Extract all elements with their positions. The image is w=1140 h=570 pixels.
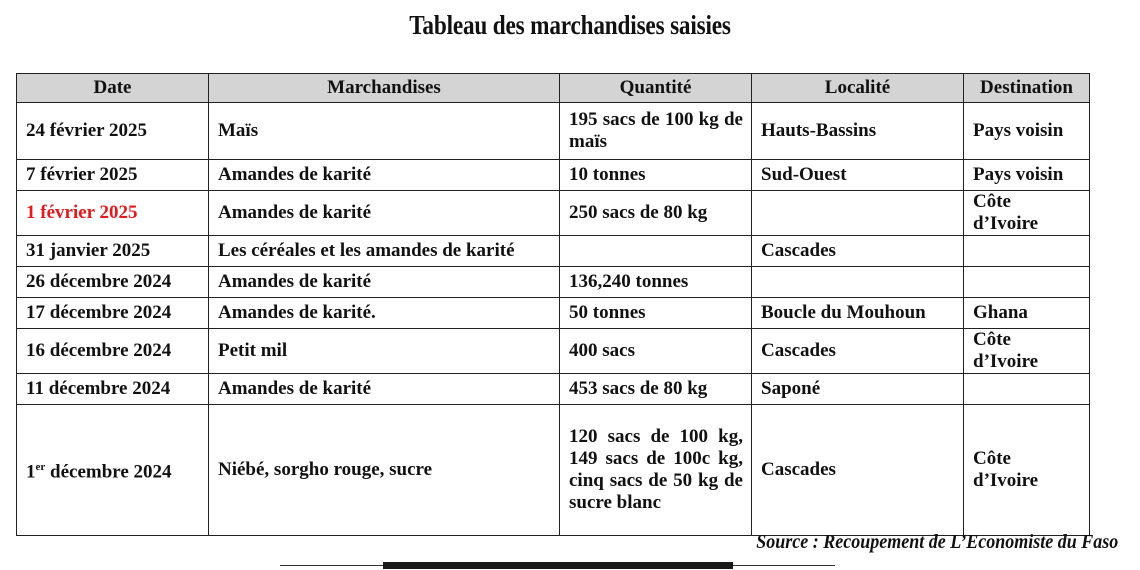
cell-locality (752, 267, 964, 298)
cell-quantity: 250 sacs de 80 kg (560, 191, 752, 236)
cell-merchandise: Amandes de karité (209, 374, 560, 405)
cell-quantity: 50 tonnes (560, 298, 752, 329)
table-row (17, 236, 1090, 267)
source-caption: Source : Recoupement de L’Economiste du Faso (756, 531, 1118, 553)
table-row (17, 298, 1090, 329)
cell-destination: Côte d’Ivoire (964, 405, 1090, 536)
page-title: Tableau des marchandises saisies (409, 10, 731, 40)
cell-locality: Cascades (752, 236, 964, 267)
cell-quantity: 136,240 tonnes (560, 267, 752, 298)
cell-quantity: 400 sacs (560, 329, 752, 374)
header-destination: Destination (964, 74, 1090, 103)
cell-date: 11 décembre 2024 (17, 374, 209, 405)
cell-date: 17 décembre 2024 (17, 298, 209, 329)
cell-quantity: 195 sacs de 100 kg de maïs (560, 103, 752, 160)
cell-destination: Pays voisin (964, 103, 1090, 160)
table-row (17, 329, 1090, 374)
cell-date: 24 février 2025 (17, 103, 209, 160)
date-rest: décembre 2024 (45, 461, 172, 483)
footer-rule-thick (383, 562, 733, 569)
cell-date: 31 janvier 2025 (17, 236, 209, 267)
cell-date (17, 405, 209, 536)
cell-destination: Ghana (964, 298, 1090, 329)
cell-merchandise: Amandes de karité. (209, 298, 560, 329)
cell-merchandise: Niébé, sorgho rouge, sucre (209, 405, 560, 536)
cell-quantity: 120 sacs de 100 kg, 149 sacs de 100c kg, cinq sacs de 50 kg de sucre blanc (560, 405, 752, 536)
header-date: Date (17, 74, 209, 103)
cell-destination (964, 236, 1090, 267)
header-merchandise: Marchandises (209, 74, 560, 103)
cell-locality (752, 191, 964, 236)
table-row (17, 267, 1090, 298)
cell-locality: Boucle du Mouhoun (752, 298, 964, 329)
cell-date-highlighted: 1 février 2025 (17, 191, 209, 236)
cell-destination: Côte d’Ivoire (964, 191, 1090, 236)
cell-date: 16 décembre 2024 (17, 329, 209, 374)
cell-merchandise: Maïs (209, 103, 560, 160)
cell-destination (964, 267, 1090, 298)
cell-destination (964, 374, 1090, 405)
table-row (17, 103, 1090, 160)
cell-merchandise: Amandes de karité (209, 160, 560, 191)
cell-merchandise: Les céréales et les amandes de karité (209, 236, 560, 267)
seized-goods-table (16, 73, 1090, 536)
header-quantity: Quantité (560, 74, 752, 103)
cell-quantity: 453 sacs de 80 kg (560, 374, 752, 405)
date-ordinal-suffix: er (35, 461, 46, 474)
cell-destination: Pays voisin (964, 160, 1090, 191)
table-header-row (17, 74, 1090, 103)
table-row (17, 374, 1090, 405)
cell-locality: Cascades (752, 405, 964, 536)
cell-quantity: 10 tonnes (560, 160, 752, 191)
cell-locality: Hauts-Bassins (752, 103, 964, 160)
cell-date: 26 décembre 2024 (17, 267, 209, 298)
cell-quantity (560, 236, 752, 267)
header-locality: Localité (752, 74, 964, 103)
cell-locality: Saponé (752, 374, 964, 405)
cell-merchandise: Amandes de karité (209, 267, 560, 298)
table-row (17, 405, 1090, 536)
table-row (17, 191, 1090, 236)
cell-date: 7 février 2025 (17, 160, 209, 191)
cell-locality: Cascades (752, 329, 964, 374)
cell-destination: Côte d’Ivoire (964, 329, 1090, 374)
cell-merchandise: Amandes de karité (209, 191, 560, 236)
cell-merchandise: Petit mil (209, 329, 560, 374)
table-row (17, 160, 1090, 191)
cell-locality: Sud-Ouest (752, 160, 964, 191)
date-day: 1 (26, 461, 36, 483)
